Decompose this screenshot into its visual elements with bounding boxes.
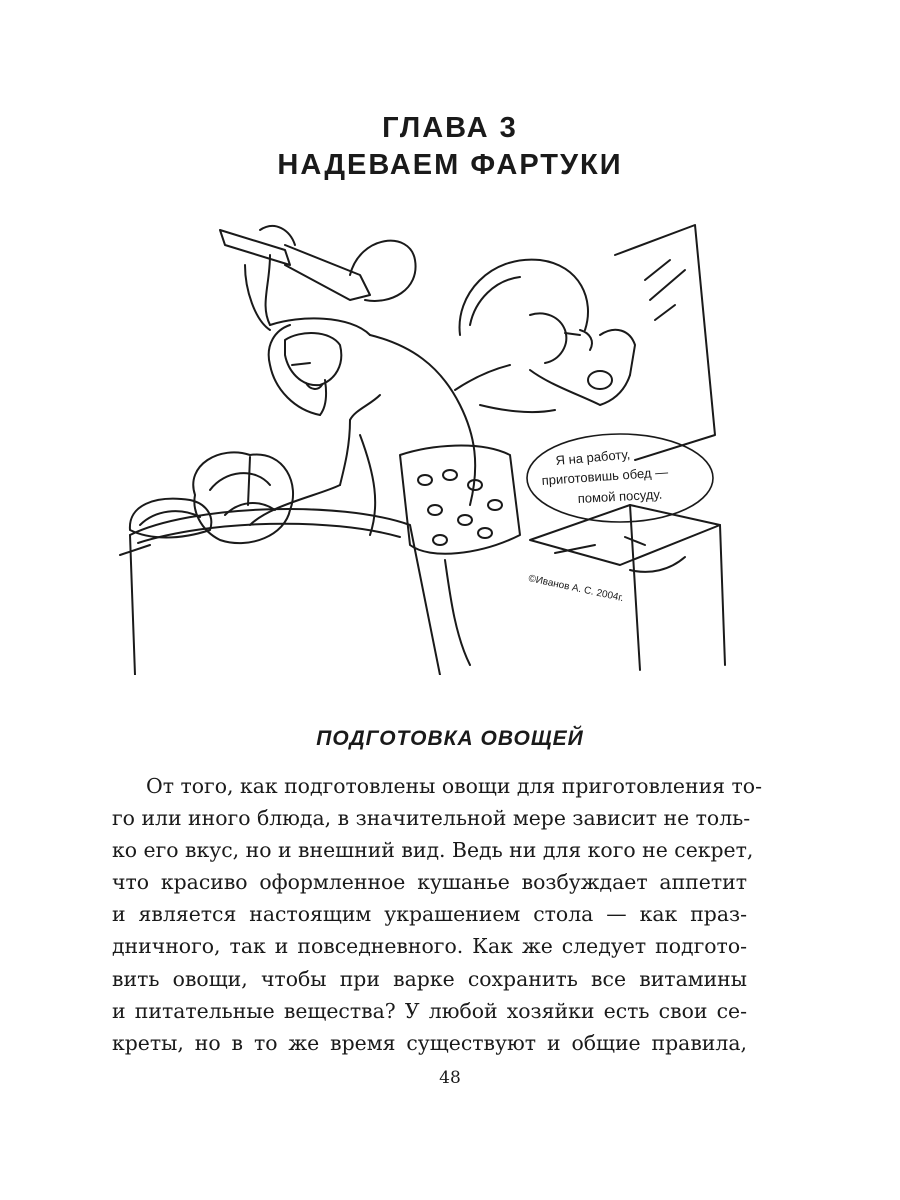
text-line: что красиво оформленное кушанье возбуждает аппетит	[112, 870, 747, 895]
text-line: ко его вкус, но и внешний вид. Ведь ни для кого не секрет,	[112, 838, 754, 863]
second-caveman	[455, 260, 635, 412]
page-number: 48	[439, 1068, 461, 1088]
artist-signature: ©Иванов А. С. 2004г.	[527, 573, 625, 605]
text-line: и является настоящим украшением стола — как праз-	[112, 902, 747, 927]
cartoon-illustration	[110, 205, 760, 675]
text-line: креты, но в то же время существуют и общие правила,	[112, 1030, 747, 1055]
section-title: ПОДГОТОВКА ОВОЩЕЙ	[316, 727, 584, 750]
text-line: дничного, так и повседневного. Как же следует подгото-	[112, 934, 747, 959]
text-line: го или иного блюда, в значительной мере зависит не толь-	[112, 806, 751, 831]
speech-bubble-line-3: помой посуду.	[577, 486, 663, 506]
caveman-with-club	[220, 226, 475, 535]
text-line: вить овощи, чтобы при варке сохранить все витамины	[112, 966, 747, 991]
counter-table	[130, 509, 440, 675]
body-text	[112, 770, 762, 1059]
caveman-skirt	[400, 446, 520, 665]
speech-bubble-line-2: приготовишь обед —	[541, 464, 669, 488]
chapter-number: ГЛАВА 3	[382, 112, 518, 144]
chapter-title: НАДЕВАЕМ ФАРТУКИ	[277, 149, 623, 181]
wall-mirror	[615, 225, 715, 460]
text-line: и питательные вещества? У любой хозяйки есть свои се-	[112, 998, 747, 1023]
text-line: От того, как подготовлены овощи для приготовления то-	[146, 774, 762, 798]
speech-bubble-line-1: Я на работу,	[554, 446, 631, 468]
